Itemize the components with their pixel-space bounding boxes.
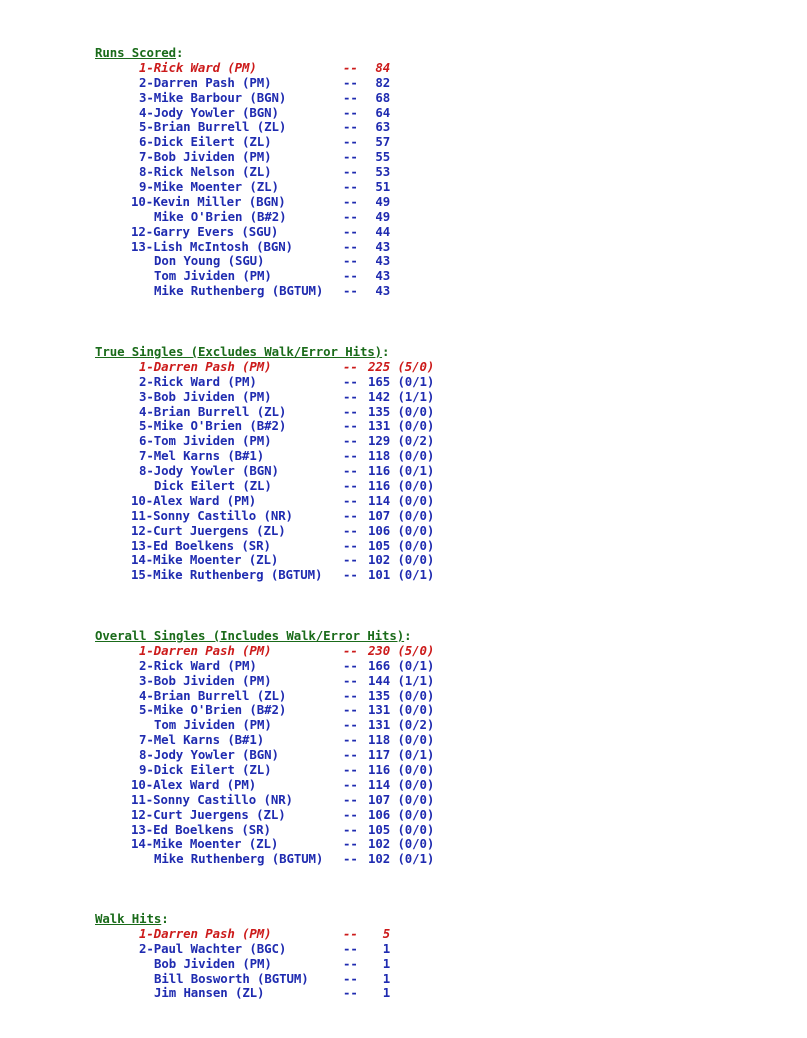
stat-value: 64 (368, 104, 391, 120)
stat-row (95, 223, 391, 240)
separator: -- (343, 507, 358, 523)
stat-value: 142 (1/1) (368, 388, 435, 404)
stat-value: 116 (0/0) (368, 478, 435, 494)
separator: -- (343, 238, 358, 254)
stat-row (95, 149, 391, 165)
player-name: Tom Jividen (PM) (154, 717, 272, 733)
player-name: 11-Sonny Castillo (NR) (131, 507, 293, 523)
player-name: 1-Rick Ward (PM) (139, 59, 257, 75)
player-name: Tom Jividen (PM) (154, 268, 272, 284)
separator: -- (343, 208, 358, 224)
stat-value: 5 (368, 925, 391, 941)
section-title-text: Walk Hits (95, 911, 162, 926)
separator: -- (343, 223, 358, 239)
stat-value: 57 (368, 134, 391, 150)
stat-row (95, 836, 435, 852)
section-title: Runs Scored: (95, 45, 184, 60)
stat-row (95, 238, 391, 255)
stat-row (95, 970, 391, 987)
section-title-text: True Singles (Excludes Walk/Error Hits) (95, 344, 383, 359)
stat-value: 43 (368, 238, 391, 254)
section-title: True Singles (Excludes Walk/Error Hits): (95, 344, 390, 359)
player-name: 8-Jody Yowler (BGN) (139, 747, 279, 763)
stat-row (95, 358, 435, 375)
separator: -- (343, 104, 358, 120)
stat-value: 116 (0/1) (368, 463, 435, 479)
stat-row (95, 492, 435, 509)
stat-value: 68 (368, 89, 391, 105)
player-name: 14-Mike Moenter (ZL) (131, 552, 279, 568)
stat-value: 107 (0/0) (368, 791, 435, 807)
player-name: 5-Brian Burrell (ZL) (139, 119, 287, 135)
separator: -- (343, 193, 358, 209)
stat-row (95, 925, 391, 942)
separator: -- (343, 642, 358, 658)
separator: -- (343, 59, 358, 75)
stat-value: 101 (0/1) (368, 567, 435, 583)
stat-value: 114 (0/0) (368, 492, 435, 508)
separator: -- (343, 762, 358, 778)
stat-row (95, 164, 391, 180)
player-name: 4-Brian Burrell (ZL) (139, 403, 287, 419)
stat-value: 135 (0/0) (368, 687, 435, 703)
section-1 (95, 344, 435, 583)
separator: -- (343, 732, 358, 748)
separator: -- (343, 433, 358, 449)
stat-row (95, 283, 391, 299)
stat-value: 55 (368, 149, 391, 165)
stat-row (95, 193, 391, 210)
stat-row (95, 821, 435, 838)
separator: -- (343, 955, 358, 971)
separator: -- (343, 776, 358, 792)
stat-value: 102 (0/0) (368, 836, 435, 852)
stat-row (95, 74, 391, 91)
player-name: 3-Bob Jividen (PM) (139, 388, 272, 404)
player-name: 3-Bob Jividen (PM) (139, 672, 272, 688)
stat-row (95, 373, 435, 390)
player-name: 1-Darren Pash (PM) (139, 925, 272, 941)
stat-row (95, 985, 391, 1001)
separator: -- (343, 283, 358, 299)
section-0 (95, 45, 391, 299)
stat-value: 118 (0/0) (368, 732, 435, 748)
separator: -- (343, 463, 358, 479)
stat-row (95, 433, 435, 449)
separator: -- (343, 388, 358, 404)
stat-row (95, 253, 391, 269)
player-name: 2-Rick Ward (PM) (139, 373, 257, 389)
player-name: Bob Jividen (PM) (154, 955, 272, 971)
stat-row (95, 507, 435, 524)
player-name: 2-Paul Wachter (BGC) (139, 940, 287, 956)
player-name: 13-Ed Boelkens (SR) (131, 537, 271, 553)
player-name: 5-Mike O'Brien (B#2) (139, 702, 287, 718)
player-name: Don Young (SGU) (154, 253, 265, 269)
stat-value: 144 (1/1) (368, 672, 435, 688)
separator: -- (343, 179, 358, 195)
player-name: 1-Darren Pash (PM) (139, 642, 272, 658)
separator: -- (343, 806, 358, 822)
player-name: 13-Ed Boelkens (SR) (131, 821, 271, 837)
stat-value: 43 (368, 283, 391, 299)
stat-value: 131 (0/2) (368, 717, 435, 733)
stat-row (95, 657, 435, 674)
stat-row (95, 642, 435, 659)
player-name: 11-Sonny Castillo (NR) (131, 791, 293, 807)
stat-value: 131 (0/0) (368, 418, 435, 434)
stat-row (95, 762, 435, 778)
stat-value: 129 (0/2) (368, 433, 435, 449)
separator: -- (343, 478, 358, 494)
stat-row (95, 478, 435, 494)
stat-value: 102 (0/1) (368, 851, 435, 867)
player-name: 10-Kevin Miller (BGN) (131, 193, 286, 209)
separator: -- (343, 492, 358, 508)
separator: -- (343, 253, 358, 269)
player-name: Dick Eilert (ZL) (154, 478, 272, 494)
separator: -- (343, 119, 358, 135)
separator: -- (343, 672, 358, 688)
separator: -- (343, 164, 358, 180)
stat-value: 166 (0/1) (368, 657, 435, 673)
stat-value: 117 (0/1) (368, 747, 435, 763)
section-3 (95, 911, 391, 1001)
separator: -- (343, 687, 358, 703)
separator: -- (343, 702, 358, 718)
stat-value: 43 (368, 268, 391, 284)
stat-value: 49 (368, 193, 391, 209)
stat-value: 1 (368, 970, 391, 986)
stat-value: 49 (368, 208, 391, 224)
player-name: 4-Brian Burrell (ZL) (139, 687, 287, 703)
separator: -- (343, 821, 358, 837)
stat-row (95, 702, 435, 718)
section-title-text: Runs Scored (95, 45, 176, 60)
stat-row (95, 687, 435, 704)
separator: -- (343, 149, 358, 165)
section-2 (95, 628, 435, 867)
stat-row (95, 672, 435, 689)
stat-value: 51 (368, 179, 391, 195)
player-name: Mike Ruthenberg (BGTUM) (154, 283, 324, 299)
separator: -- (343, 836, 358, 852)
section-title: Walk Hits: (95, 911, 169, 926)
stat-row (95, 522, 435, 539)
player-name: 1-Darren Pash (PM) (139, 358, 272, 374)
player-name: 4-Jody Yowler (BGN) (139, 104, 279, 120)
separator: -- (343, 970, 358, 986)
player-name: 2-Darren Pash (PM) (139, 74, 272, 90)
stat-row (95, 59, 391, 76)
separator: -- (343, 89, 358, 105)
player-name: 2-Rick Ward (PM) (139, 657, 257, 673)
stat-value: 1 (368, 940, 391, 956)
stat-value: 116 (0/0) (368, 762, 435, 778)
separator: -- (343, 940, 358, 956)
player-name: 3-Mike Barbour (BGN) (139, 89, 287, 105)
stat-value: 1 (368, 985, 391, 1001)
separator: -- (343, 747, 358, 763)
separator: -- (343, 552, 358, 568)
player-name: 6-Dick Eilert (ZL) (139, 134, 272, 150)
separator: -- (343, 358, 358, 374)
stat-value: 82 (368, 74, 391, 90)
stat-value: 106 (0/0) (368, 806, 435, 822)
stat-row (95, 119, 391, 135)
stat-value: 105 (0/0) (368, 821, 435, 837)
separator: -- (343, 567, 358, 583)
stat-row (95, 747, 435, 763)
stat-value: 114 (0/0) (368, 776, 435, 792)
stat-value: 165 (0/1) (368, 373, 435, 389)
stat-row (95, 806, 435, 823)
player-name: 9-Mike Moenter (ZL) (139, 179, 279, 195)
stat-row (95, 104, 391, 121)
player-name: 8-Rick Nelson (ZL) (139, 164, 272, 180)
stat-value: 135 (0/0) (368, 403, 435, 419)
player-name: 7-Mel Karns (B#1) (139, 732, 265, 748)
separator: -- (343, 717, 358, 733)
separator: -- (343, 268, 358, 284)
stat-row (95, 776, 435, 793)
separator: -- (343, 537, 358, 553)
stat-value: 44 (368, 223, 391, 239)
stat-value: 1 (368, 955, 391, 971)
separator: -- (343, 657, 358, 673)
player-name: 10-Alex Ward (PM) (131, 776, 257, 792)
stat-value: 53 (368, 164, 391, 180)
stat-row (95, 552, 435, 568)
player-name: Mike Ruthenberg (BGTUM) (154, 851, 324, 867)
stat-row (95, 463, 435, 479)
stat-row (95, 268, 391, 284)
stat-value: 102 (0/0) (368, 552, 435, 568)
player-name: 6-Tom Jividen (PM) (139, 433, 272, 449)
stat-row (95, 940, 391, 957)
player-name: Bill Bosworth (BGTUM) (154, 970, 309, 986)
player-name: 10-Alex Ward (PM) (131, 492, 257, 508)
stat-row (95, 403, 435, 420)
player-name: Mike O'Brien (B#2) (154, 208, 287, 224)
stat-value: 230 (5/0) (368, 642, 435, 658)
stat-row (95, 89, 391, 106)
stat-row (95, 717, 435, 733)
stat-row (95, 179, 391, 195)
separator: -- (343, 403, 358, 419)
separator: -- (343, 373, 358, 389)
stat-row (95, 208, 391, 225)
separator: -- (343, 134, 358, 150)
player-name: 14-Mike Moenter (ZL) (131, 836, 279, 852)
separator: -- (343, 448, 358, 464)
section-title-text: Overall Singles (Includes Walk/Error Hits) (95, 628, 405, 643)
stat-value: 118 (0/0) (368, 448, 435, 464)
player-name: 5-Mike O'Brien (B#2) (139, 418, 287, 434)
stat-row (95, 388, 435, 405)
stat-value: 105 (0/0) (368, 537, 435, 553)
player-name: Jim Hansen (ZL) (154, 985, 265, 1001)
player-name: 8-Jody Yowler (BGN) (139, 463, 279, 479)
stat-row (95, 567, 435, 583)
player-name: 7-Mel Karns (B#1) (139, 448, 265, 464)
stat-value: 84 (368, 59, 391, 75)
player-name: 7-Bob Jividen (PM) (139, 149, 272, 165)
separator: -- (343, 418, 358, 434)
stat-value: 107 (0/0) (368, 507, 435, 523)
separator: -- (343, 985, 358, 1001)
player-name: 12-Garry Evers (SGU) (131, 223, 279, 239)
section-title: Overall Singles (Includes Walk/Error Hits): (95, 628, 412, 643)
stat-value: 131 (0/0) (368, 702, 435, 718)
stat-row (95, 732, 435, 748)
stat-row (95, 134, 391, 150)
stat-value: 106 (0/0) (368, 522, 435, 538)
stat-row (95, 537, 435, 554)
separator: -- (343, 851, 358, 867)
player-name: 13-Lish McIntosh (BGN) (131, 238, 293, 254)
separator: -- (343, 522, 358, 538)
stat-value: 225 (5/0) (368, 358, 435, 374)
player-name: 12-Curt Juergens (ZL) (131, 806, 286, 822)
player-name: 12-Curt Juergens (ZL) (131, 522, 286, 538)
stat-row (95, 791, 435, 808)
separator: -- (343, 791, 358, 807)
stat-row (95, 418, 435, 434)
separator: -- (343, 74, 358, 90)
stat-value: 43 (368, 253, 391, 269)
stat-row (95, 448, 435, 464)
player-name: 15-Mike Ruthenberg (BGTUM) (131, 567, 323, 583)
stat-row (95, 851, 435, 867)
separator: -- (343, 925, 358, 941)
stat-row (95, 955, 391, 972)
stat-value: 63 (368, 119, 391, 135)
player-name: 9-Dick Eilert (ZL) (139, 762, 272, 778)
